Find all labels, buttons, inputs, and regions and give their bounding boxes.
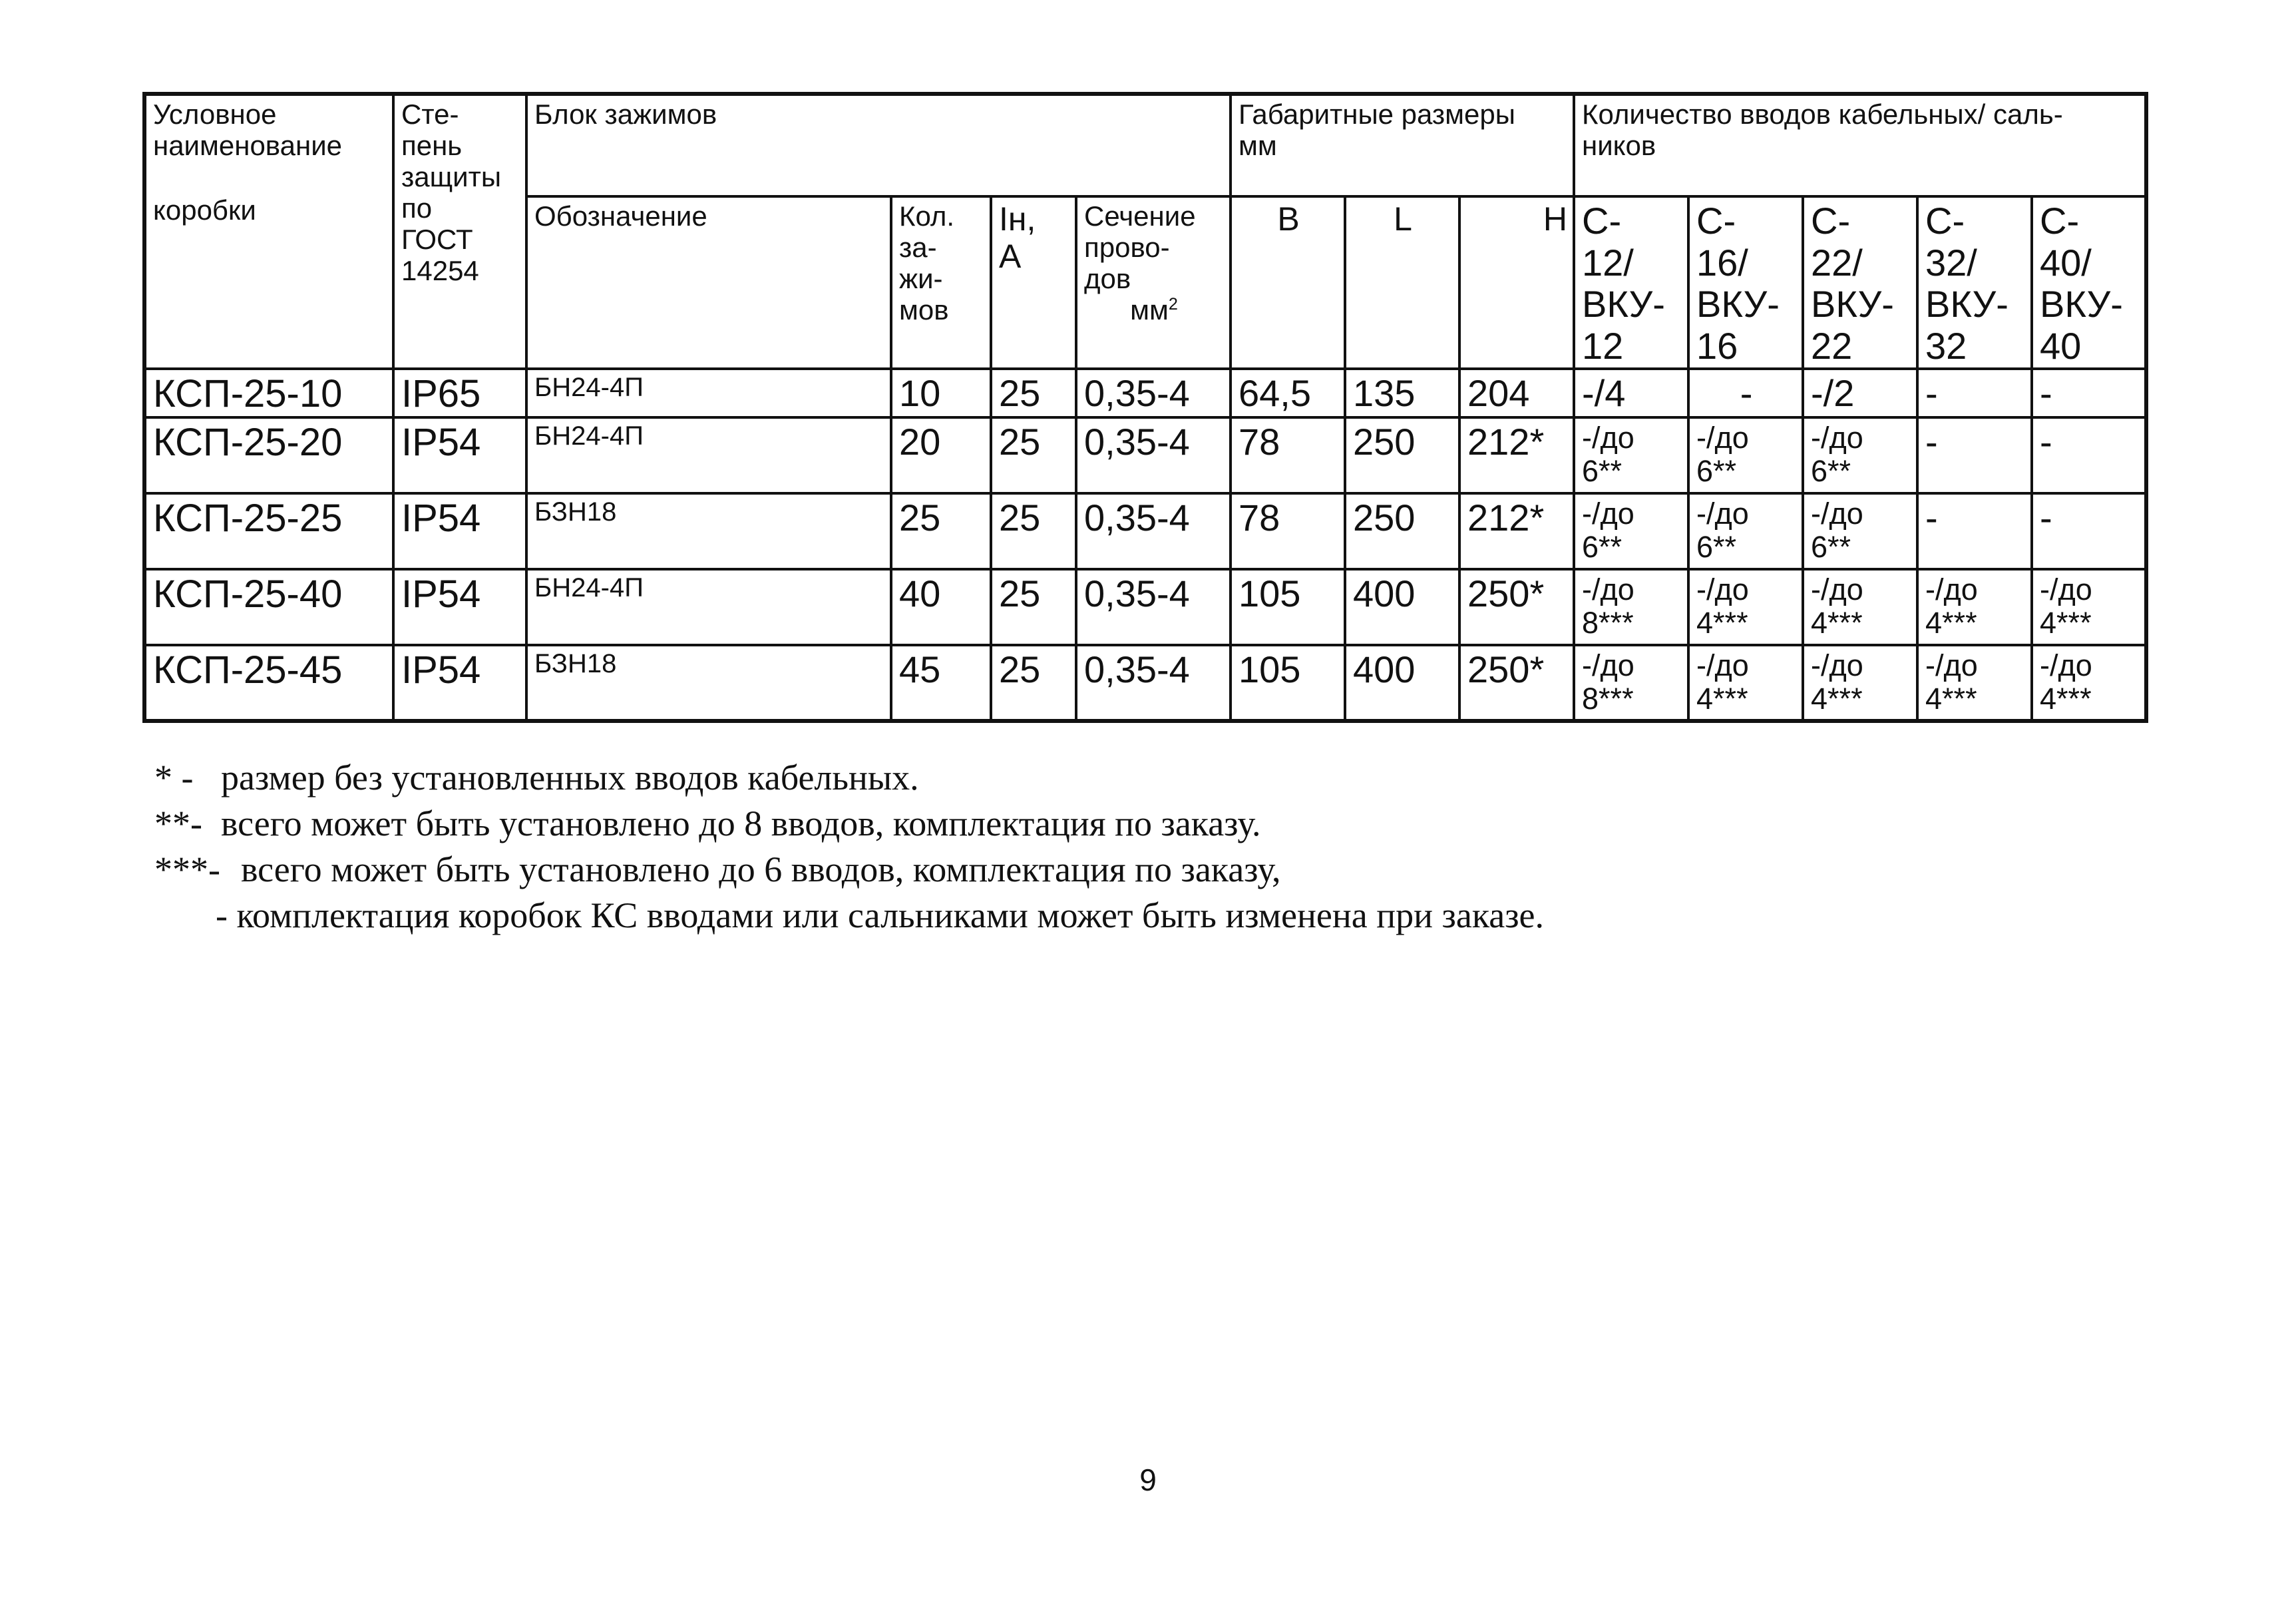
cell-rated-current: 25 <box>991 569 1076 645</box>
cell-dim-h: 204 <box>1459 369 1574 417</box>
cell-protection: IP54 <box>393 417 526 493</box>
table-row <box>144 569 2146 645</box>
cell-dim-b: 78 <box>1231 417 1345 493</box>
cell-protection: IP65 <box>393 369 526 417</box>
header-protection-degree: Сте- пень защиты по ГОСТ 14254 <box>393 94 526 369</box>
cell-input-c22: -/до 6** <box>1803 417 1917 493</box>
footnote-text: всего может быть установлено до 8 вводов, комплектация по заказу. <box>221 803 1261 843</box>
cell-dim-b: 64,5 <box>1231 369 1345 417</box>
cell-input-c12: -/до 8*** <box>1574 645 1688 721</box>
header-terminal-block: Блок зажимов <box>526 94 1231 196</box>
header-dimensions: Габаритные размеры мм <box>1231 94 1574 196</box>
footnote-mark: **- <box>154 803 202 843</box>
cell-designation: БН24-4П <box>526 569 891 645</box>
table-row <box>144 417 2146 493</box>
cell-dim-l: 400 <box>1345 569 1459 645</box>
footnote-mark: ***- <box>154 849 220 889</box>
cell-protection: IP54 <box>393 645 526 721</box>
header-box-name: Условное наименование коробки <box>144 94 393 369</box>
footnote-4 <box>154 893 2084 939</box>
cell-dim-l: 250 <box>1345 493 1459 569</box>
page-number: 9 <box>1139 1463 1157 1497</box>
header-input-c16: С- 16/ ВКУ- 16 <box>1688 196 1803 369</box>
cell-input-c12: -/до 6** <box>1574 417 1688 493</box>
cell-input-c32: -/до 4*** <box>1917 645 2032 721</box>
cell-input-c22: -/2 <box>1803 369 1917 417</box>
footnote-text: всего может быть установлено до 6 вводов, комплектация по заказу, <box>241 849 1281 889</box>
cell-input-c40: - <box>2032 417 2146 493</box>
footnote-2 <box>154 801 2084 847</box>
cell-input-c40: -/до 4*** <box>2032 645 2146 721</box>
header-dim-b: B <box>1231 196 1345 369</box>
header-terminal-count: Кол. за- жи- мов <box>891 196 991 369</box>
cell-dim-b: 105 <box>1231 569 1345 645</box>
cell-input-c16: -/до 6** <box>1688 417 1803 493</box>
cell-terminal-count: 20 <box>891 417 991 493</box>
cell-box-name: КСП-25-10 <box>144 369 393 417</box>
header-cable-inputs: Количество вводов кабельных/ саль- ников <box>1574 94 2146 196</box>
cell-input-c40: -/до 4*** <box>2032 569 2146 645</box>
header-rated-current: Iн, А <box>991 196 1076 369</box>
cell-dim-b: 78 <box>1231 493 1345 569</box>
cell-input-c22: -/до 4*** <box>1803 645 1917 721</box>
footnote-1 <box>154 755 2084 801</box>
cell-input-c32: - <box>1917 369 2032 417</box>
table-row <box>144 493 2146 569</box>
cell-input-c32: - <box>1917 493 2032 569</box>
cell-input-c16: -/до 6** <box>1688 493 1803 569</box>
cell-box-name: КСП-25-45 <box>144 645 393 721</box>
cell-designation: БЗН18 <box>526 493 891 569</box>
cell-designation: БН24-4П <box>526 417 891 493</box>
cell-protection: IP54 <box>393 569 526 645</box>
cell-input-c32: - <box>1917 417 2032 493</box>
cell-input-c16: -/до 4*** <box>1688 645 1803 721</box>
cell-input-c40: - <box>2032 369 2146 417</box>
table-row <box>144 645 2146 721</box>
cell-input-c12: -/до 6** <box>1574 493 1688 569</box>
cell-box-name: КСП-25-25 <box>144 493 393 569</box>
cell-dim-l: 250 <box>1345 417 1459 493</box>
table-row <box>144 369 2146 417</box>
footnote-text: - комплектация коробок КС вводами или сальниками может быть изменена при заказе. <box>216 895 1545 935</box>
cell-rated-current: 25 <box>991 417 1076 493</box>
cell-terminal-count: 10 <box>891 369 991 417</box>
cell-dim-b: 105 <box>1231 645 1345 721</box>
footnote-text: размер без установленных вводов кабельных. <box>221 758 919 798</box>
cell-dim-h: 212* <box>1459 493 1574 569</box>
cell-wire-section: 0,35-4 <box>1076 493 1231 569</box>
cell-wire-section: 0,35-4 <box>1076 645 1231 721</box>
cell-input-c12: -/до 8*** <box>1574 569 1688 645</box>
table-footnotes <box>154 755 2084 939</box>
header-input-c22: С- 22/ ВКУ- 22 <box>1803 196 1917 369</box>
cell-rated-current: 25 <box>991 493 1076 569</box>
junction-box-spec-table <box>142 92 2148 723</box>
header-input-c12: С- 12/ ВКУ- 12 <box>1574 196 1688 369</box>
header-wire-section: Сечение прово- дов $мм^2$ <box>1076 196 1231 369</box>
header-input-c32: С- 32/ ВКУ- 32 <box>1917 196 2032 369</box>
cell-rated-current: 25 <box>991 645 1076 721</box>
header-designation: Обозначение <box>526 196 891 369</box>
cell-dim-h: 250* <box>1459 645 1574 721</box>
cell-input-c22: -/до 6** <box>1803 493 1917 569</box>
footnote-3 <box>154 847 2084 893</box>
footnote-mark: * - <box>154 758 194 798</box>
table-header-row <box>144 94 2146 196</box>
cell-box-name: КСП-25-40 <box>144 569 393 645</box>
cell-input-c12: -/4 <box>1574 369 1688 417</box>
cell-input-c40: - <box>2032 493 2146 569</box>
cell-dim-h: 250* <box>1459 569 1574 645</box>
cell-dim-l: 400 <box>1345 645 1459 721</box>
cell-wire-section: 0,35-4 <box>1076 369 1231 417</box>
cell-input-c16: - <box>1688 369 1803 417</box>
header-input-c40: С- 40/ ВКУ- 40 <box>2032 196 2146 369</box>
cell-rated-current: 25 <box>991 369 1076 417</box>
cell-dim-h: 212* <box>1459 417 1574 493</box>
cell-designation: БН24-4П <box>526 369 891 417</box>
cell-terminal-count: 25 <box>891 493 991 569</box>
header-dim-l: L <box>1345 196 1459 369</box>
cell-input-c16: -/до 4*** <box>1688 569 1803 645</box>
cell-input-c22: -/до 4*** <box>1803 569 1917 645</box>
cell-input-c32: -/до 4*** <box>1917 569 2032 645</box>
cell-designation: БЗН18 <box>526 645 891 721</box>
header-dim-h: H <box>1459 196 1574 369</box>
cell-wire-section: 0,35-4 <box>1076 417 1231 493</box>
cell-terminal-count: 45 <box>891 645 991 721</box>
cell-dim-l: 135 <box>1345 369 1459 417</box>
cell-terminal-count: 40 <box>891 569 991 645</box>
cell-protection: IP54 <box>393 493 526 569</box>
cell-wire-section: 0,35-4 <box>1076 569 1231 645</box>
cell-box-name: КСП-25-20 <box>144 417 393 493</box>
